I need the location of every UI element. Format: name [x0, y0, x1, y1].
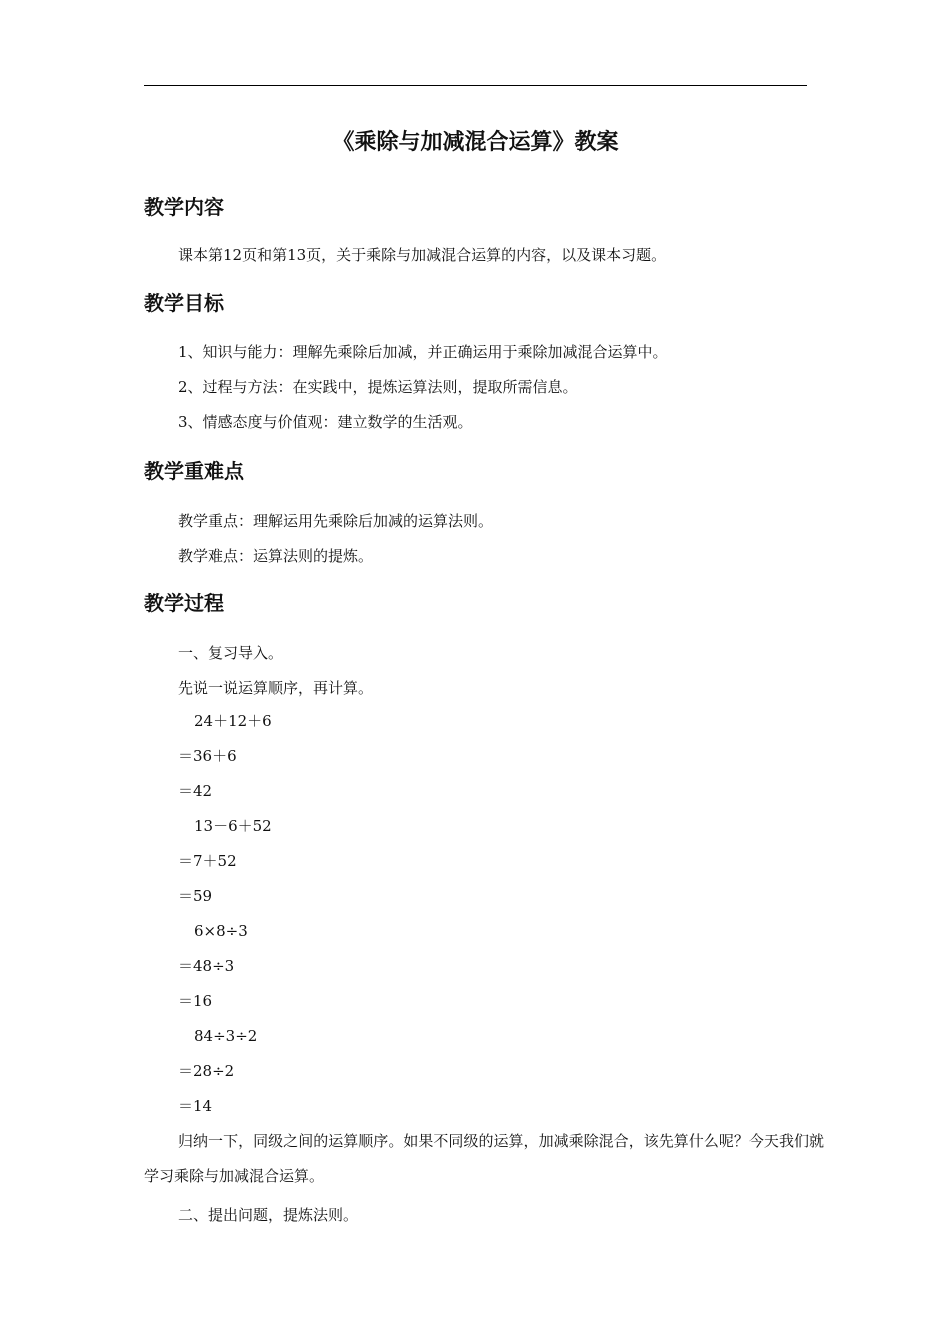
process-summary: 归纳一下，同级之间的运算顺序。如果不同级的运算，加减乘除混合，该先算什么呢？今天我们就学习乘除与加减混合运算。 [144, 1132, 824, 1185]
calc-line: ＝59 [178, 887, 213, 905]
calc-line: 84÷3÷2 [194, 1027, 258, 1045]
calc-line: ＝28÷2 [178, 1062, 235, 1080]
heading-keypoints: 教学重难点 [144, 459, 244, 483]
goal-item-2: 2、过程与方法：在实践中，提炼运算法则，提取所需信息。 [178, 378, 578, 396]
keypoint-item-1: 教学重点：理解运用先乘除后加减的运算法则。 [178, 512, 494, 530]
calc-line: ＝42 [178, 782, 213, 800]
header-rule [144, 85, 807, 86]
calc-line: ＝14 [178, 1097, 213, 1115]
calc-line: ＝48÷3 [178, 957, 235, 975]
calc-line: 13－6＋52 [194, 817, 272, 835]
calc-line: ＝7＋52 [178, 852, 237, 870]
goal-item-1: 1、知识与能力：理解先乘除后加减，并正确运用于乘除加减混合运算中。 [178, 343, 668, 361]
heading-content: 教学内容 [144, 195, 224, 219]
content-text: 课本第12页和第13页，关于乘除与加减混合运算的内容，以及课本习题。 [178, 246, 667, 264]
calc-line: 24＋12＋6 [194, 712, 272, 730]
process-step-2: 二、提出问题，提炼法则。 [178, 1206, 359, 1224]
keypoint-item-2: 教学难点：运算法则的提炼。 [178, 547, 374, 565]
heading-process: 教学过程 [144, 591, 224, 615]
calc-line: 6×8÷3 [194, 922, 248, 940]
process-step-1: 一、复习导入。 [178, 644, 284, 662]
document-title: 《乘除与加减混合运算》教案 [332, 130, 619, 155]
process-instruction: 先说一说运算顺序，再计算。 [178, 679, 374, 697]
goal-item-3: 3、情感态度与价值观：建立数学的生活观。 [178, 413, 473, 431]
calc-line: ＝36＋6 [178, 747, 237, 765]
heading-goals: 教学目标 [144, 291, 224, 315]
calc-line: ＝16 [178, 992, 213, 1010]
